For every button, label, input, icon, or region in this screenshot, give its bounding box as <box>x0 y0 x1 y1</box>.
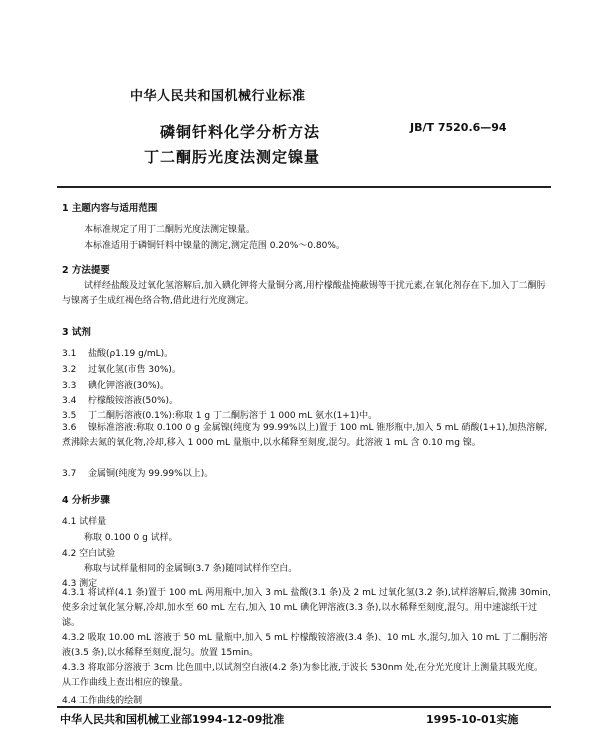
reagent-item-number: 3.1 <box>62 349 77 359</box>
reagent-item-text: 镍标准溶液:称取 0.100 0 g 金属镍(纯度为 99.99%以上)置于 100 mL 锥形瓶中,加入 5 mL 硝酸(1+1),加热溶解,煮沸除去氮的氧化物,冷却,移入 1 000 mL 量瓶中,以水稀释至刻度,混匀。此溶液 1 mL 含 0.10 mg 镍。 <box>62 423 548 448</box>
section-1-paragraph-1: 本标准规定了用丁二酮肟光度法测定镍量。 <box>84 225 256 235</box>
reagent-item-text: 碘化钾溶液(30%)。 <box>88 381 170 391</box>
reagent-item <box>62 421 552 451</box>
header-divider <box>57 186 551 188</box>
section-3-heading: 3 试剂 <box>62 327 91 338</box>
reagent-item-number: 3.5 <box>62 411 77 421</box>
reagent-item-number: 3.3 <box>62 381 77 391</box>
issuing-organization: 中华人民共和国机械行业标准 <box>130 89 306 104</box>
approval-date: 中华人民共和国机械工业部1994-12-09批准 <box>60 713 285 726</box>
subsection-4-3-heading: 4.3 测定 <box>62 579 98 589</box>
reagent-item <box>62 346 173 359</box>
reagent-item <box>62 408 377 421</box>
footer-divider <box>57 706 551 708</box>
subsection-4-3-1-text: 4.3.1 将试样(4.1 条)置于 100 mL 两用瓶中,加入 3 mL 盐酸(3.1 条)及 2 mL 过氧化氢(3.2 条),试样溶解后,微沸 30min,使多余过氧化氢分解,冷却,加水至 60 mL 左右,加入 10 mL 碘化钾溶液(3.3 条),以水稀释至刻度,混匀。用中速滤纸干过滤。 <box>62 588 551 628</box>
document-title-line-2: 丁二酮肟光度法测定镍量 <box>144 148 321 166</box>
reagent-item-text: 盐酸(ρ1.19 g/mL)。 <box>88 349 174 359</box>
section-2-heading: 2 方法提要 <box>62 265 110 276</box>
reagent-item-number: 3.7 <box>62 469 77 479</box>
reagent-item-number: 3.6 <box>62 423 77 433</box>
reagent-item-text: 柠檬酸铵溶液(50%)。 <box>88 396 179 406</box>
section-2-paragraph: 试样经盐酸及过氧化氢溶解后,加入碘化钾将大量铜分离,用柠檬酸盐掩蔽锡等干扰元素,在氧化剂存在下,加入丁二酮肟与镍离子生成红褐色络合物,借此进行光度测定。 <box>62 281 546 306</box>
reagent-item <box>62 466 213 479</box>
subsection-4-1-text: 称取 0.100 0 g 试样。 <box>84 533 178 543</box>
document-title-line-1: 磷铜钎料化学分析方法 <box>160 123 321 141</box>
subsection-4-3-2-text: 4.3.2 吸取 10.00 mL 溶液于 50 mL 量瓶中,加入 5 mL 柠檬酸铵溶液(3.4 条)、10 mL 水,混匀,加入 10 mL 丁二酮肟溶液(3.5 条),以水稀释至刻度,混匀。放置 15min。 <box>62 633 548 658</box>
reagent-item <box>62 378 169 391</box>
subsection-4-1-heading: 4.1 试样量 <box>62 517 107 527</box>
section-1-paragraph-2: 本标准适用于磷铜钎料中镍量的测定,测定范围 0.20%～0.80%。 <box>84 241 345 251</box>
reagent-item-number: 3.4 <box>62 396 77 406</box>
subsection-4-2-text: 称取与试样量相同的金属铜(3.7 条)随同试样作空白。 <box>84 564 298 574</box>
standard-number: JB/T 7520.6—94 <box>410 121 507 134</box>
section-4-heading: 4 分析步骤 <box>62 495 110 506</box>
subsection-4-4-heading: 4.4 工作曲线的绘制 <box>62 696 143 706</box>
implementation-date: 1995-10-01实施 <box>426 713 519 726</box>
reagent-item-number: 3.2 <box>62 365 77 375</box>
section-1-heading: 1 主题内容与适用范围 <box>62 203 158 214</box>
subsection-4-2-heading: 4.2 空白试验 <box>62 549 116 559</box>
reagent-item-text: 金属铜(纯度为 99.99%以上)。 <box>88 469 214 479</box>
reagent-item-text: 丁二酮肟溶液(0.1%):称取 1 g 丁二酮肟溶于 1 000 mL 氨水(1+1)中。 <box>88 411 378 421</box>
subsection-4-3-3-text: 4.3.3 将取部分溶液于 3cm 比色皿中,以试剂空白液(4.2 条)为参比液,于波长 530nm 处,在分光光度计上测量其吸光度。从工作曲线上查出相应的镍量。 <box>62 663 544 688</box>
reagent-item-text: 过氧化氢(市售 30%)。 <box>88 365 181 375</box>
reagent-item <box>62 393 178 406</box>
reagent-item <box>62 362 181 375</box>
